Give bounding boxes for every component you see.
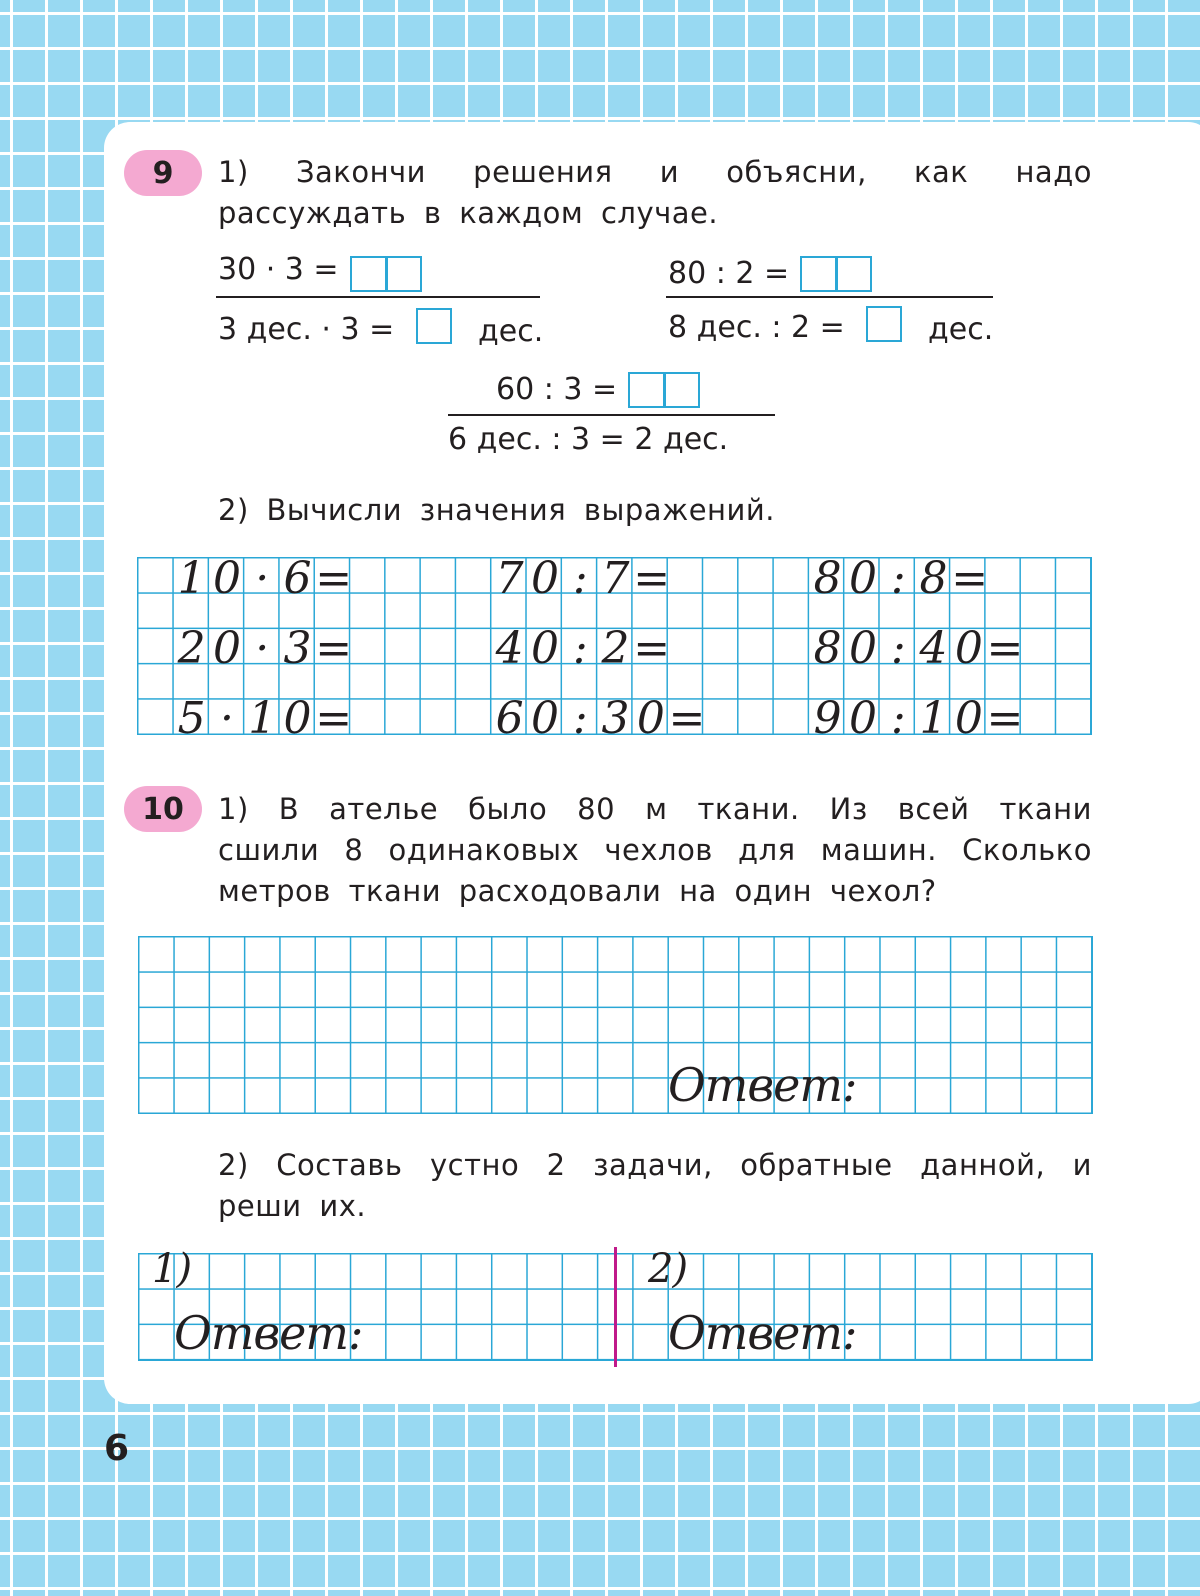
expression-row1-col1: 1 0 · 6= xyxy=(177,553,353,604)
expression-row2-col3: 8 0 : 4 0= xyxy=(813,623,1024,674)
grid-divider-line xyxy=(614,1247,617,1367)
eq2-fraction-line xyxy=(666,296,993,298)
eq3-answer-box[interactable] xyxy=(628,372,700,408)
task-10-part2-text: 2) Составь устно 2 задачи, обратные данной, и реши их. xyxy=(218,1148,1092,1223)
eq1-top: 30 · 3 = xyxy=(218,252,339,287)
expression-row3-col2: 6 0 : 3 0= xyxy=(495,693,706,744)
eq1-fraction-line xyxy=(216,296,540,298)
eq2-bottom-right: дес. xyxy=(928,312,994,347)
page-number: 6 xyxy=(104,1428,130,1469)
expression-row1-col3: 8 0 : 8= xyxy=(813,553,989,604)
eq3-fraction-line xyxy=(448,414,775,416)
expression-row1-col2: 7 0 : 7= xyxy=(495,553,671,604)
eq3-top: 60 : 3 = xyxy=(496,372,618,407)
eq2-bottom-left: 8 дес. : 2 = xyxy=(668,310,845,345)
answer-label-1: Ответ: xyxy=(174,1306,363,1360)
solution-grid[interactable] xyxy=(138,936,1093,1114)
sub-problem-2-label: 2) xyxy=(648,1246,688,1292)
expression-row2-col2: 4 0 : 2= xyxy=(495,623,671,674)
task-10-part1-text: 1) В ателье было 80 м ткани. Из всей ткани сшили 8 одинаковых чехлов для машин. Сколько метров ткани расходовали на один чехол? xyxy=(218,792,1092,908)
expression-row2-col1: 2 0 · 3= xyxy=(177,623,353,674)
task-10-badge: 10 xyxy=(124,786,202,832)
eq1-tens-box[interactable] xyxy=(416,308,452,344)
eq2-top: 80 : 2 = xyxy=(668,256,790,291)
expression-row3-col1: 5 · 1 0= xyxy=(177,693,353,744)
eq1-bottom-right: дес. xyxy=(478,314,544,349)
answer-label: Ответ: xyxy=(668,1058,857,1112)
answer-label-2: Ответ: xyxy=(668,1306,857,1360)
task-9-part2-text: 2) Вычисли значения выражений. xyxy=(218,493,775,527)
eq2-tens-box[interactable] xyxy=(866,306,902,342)
task-9-badge: 9 xyxy=(124,150,202,196)
eq1-answer-box[interactable] xyxy=(350,256,422,292)
task-9-part1-text: 1) Закончи решения и объясни, как надо рассуждать в каждом случае. xyxy=(218,155,1092,230)
eq2-answer-box[interactable] xyxy=(800,256,872,292)
eq1-bottom-left: 3 дес. · 3 = xyxy=(218,312,395,347)
sub-problem-1-label: 1) xyxy=(152,1246,192,1292)
expression-row3-col3: 9 0 : 1 0= xyxy=(813,693,1024,744)
eq3-bottom: 6 дес. : 3 = 2 дес. xyxy=(448,422,729,457)
